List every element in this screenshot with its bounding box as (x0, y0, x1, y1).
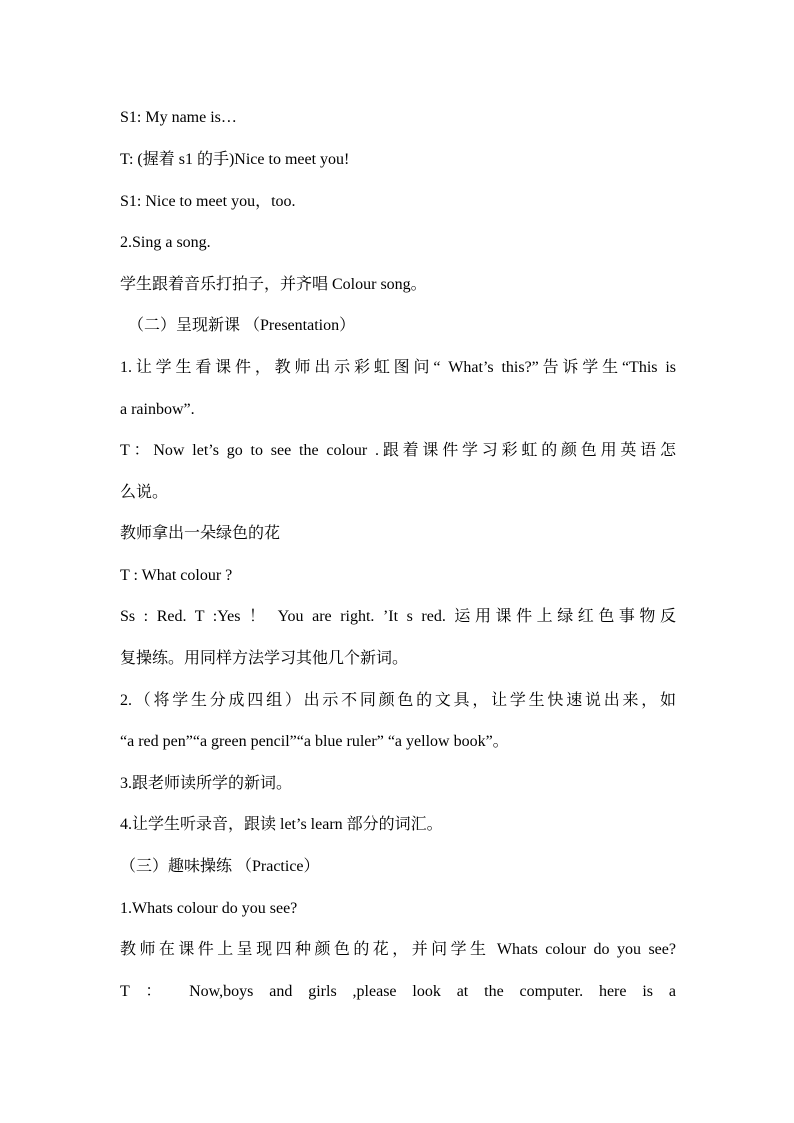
text-line-7: 1.让学生看课件，教师出示彩虹图问“ What’s this?”告诉学生“This is (120, 359, 676, 376)
text-line-3: S1: Nice to meet you，too. (120, 193, 296, 210)
text-line-20: 1.Whats colour do you see? (120, 900, 298, 917)
text-line-21: 教师在课件上呈现四种颜色的花，并问学生 Whats colour do you see? (120, 941, 676, 958)
text-line-17: 3.跟老师读所学的新词。 (120, 775, 293, 792)
text-line-2: T: (握着 s1 的手)Nice to meet you! (120, 151, 350, 168)
text-line-4: 2.Sing a song. (120, 234, 211, 251)
text-line-9: T：Now let’s go to see the colour .跟着课件学习彩虹的颜色用英语怎 (120, 442, 676, 459)
text-line-1: S1: My name is… (120, 109, 237, 126)
text-line-11: 教师拿出一朵绿色的花 (120, 525, 281, 542)
text-line-16: “a red pen”“a green pencil”“a blue ruler” “a yellow book”。 (120, 733, 509, 750)
text-line-18: 4.让学生听录音，跟读 let’s learn 部分的词汇。 (120, 816, 443, 833)
text-line-5: 学生跟着音乐打拍子，并齐唱 Colour song。 (120, 276, 427, 293)
section-heading-presentation: （二）呈现新课 （Presentation） (128, 317, 356, 334)
text-line-14: 复操练。用同样方法学习其他几个新词。 (120, 650, 409, 667)
text-line-8: a rainbow”. (120, 401, 195, 418)
text-line-10: 么说。 (120, 484, 169, 501)
section-heading-practice: （三）趣味操练 （Practice） (120, 858, 320, 875)
text-line-13: Ss : Red. T :Yes ！ You are right. ’It s red. 运用课件上绿红色事物反 (120, 608, 676, 625)
text-line-22: T ： Now,boys and girls ,please look at the computer. here is a (120, 983, 676, 1000)
text-line-15: 2.（将学生分成四组）出示不同颜色的文具，让学生快速说出来，如 (120, 692, 676, 709)
text-line-12: T : What colour ? (120, 567, 233, 584)
